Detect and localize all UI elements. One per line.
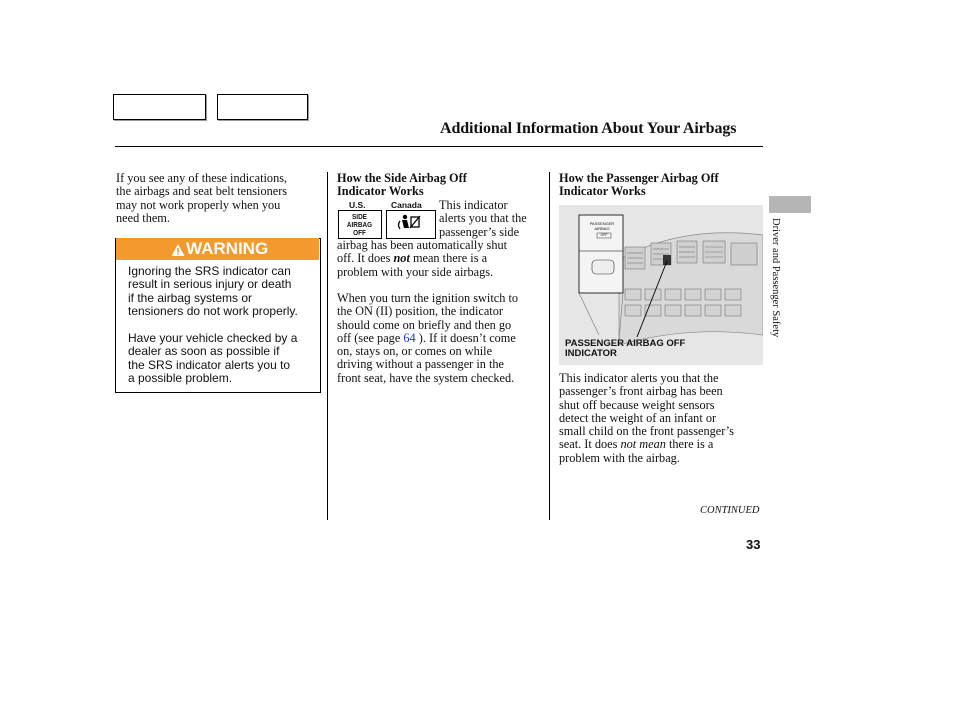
label-canada: Canada <box>391 200 422 210</box>
side-indicator-text: airbag has been automatically shut off. It does not mean there is a problem with your side airbags. <box>337 238 508 279</box>
warning-triangle-icon <box>171 241 185 263</box>
warning-label: WARNING <box>186 239 269 258</box>
intro-paragraph: If you see any of these indications, the airbags and seat belt tensioners may not work properly when you need them. <box>116 171 288 225</box>
page-link[interactable]: 64 <box>403 330 416 345</box>
title-rule <box>115 146 763 147</box>
dashboard-illustration <box>559 205 763 365</box>
label-us: U.S. <box>349 200 366 210</box>
photo-caption: PASSENGER AIRBAG OFF INDICATOR <box>565 338 686 359</box>
passenger-airbag-heading: How the Passenger Airbag Off Indicator Works <box>559 171 719 199</box>
passenger-airbag-panel-label: PASSENGER AIRBAG <box>589 221 615 231</box>
nav-box-left[interactable] <box>113 94 206 120</box>
section-tab[interactable] <box>769 196 811 213</box>
side-airbag-off-canada-icon <box>386 210 436 239</box>
section-side-label: Driver and Passenger Safety <box>770 218 781 338</box>
side-airbag-off-us-icon: SIDE AIRBAG OFF <box>338 210 382 239</box>
page-title: Additional Information About Your Airbags <box>440 120 737 137</box>
panel-off-text: OFF <box>600 233 608 237</box>
column-divider-1 <box>327 172 328 520</box>
page-number: 33 <box>746 537 761 552</box>
passenger-indicator-paragraph: This indicator alerts you that the passenger’s front airbag has been shut off because weight sensors detect the weight of an infant or small child on the front passenger’s seat. It does not mean there is a problem with the airbag. <box>559 371 734 465</box>
continued-label: CONTINUED <box>700 505 760 516</box>
warning-text-1: Ignoring the SRS indicator can result in serious injury or death if the airbag systems or tensioners do not work properly. <box>128 264 298 318</box>
column-divider-2 <box>549 172 550 520</box>
nav-box-right[interactable] <box>217 94 308 120</box>
side-airbag-heading: How the Side Airbag Off Indicator Works <box>337 171 467 199</box>
warning-text-2: Have your vehicle checked by a dealer as soon as possible if the SRS indicator alerts you to a possible problem. <box>128 331 298 385</box>
ignition-paragraph: When you turn the ignition switch to the ON (II) position, the indicator should come on briefly and then go off (see page 64 ). If it doesn’t come on, stays on, or comes on while driving without a passenger in the front seat, have the system checked. <box>337 291 519 385</box>
side-indicator-text-right: This indicator alerts you that the passenger’s side <box>439 198 527 239</box>
warning-header <box>116 238 319 260</box>
